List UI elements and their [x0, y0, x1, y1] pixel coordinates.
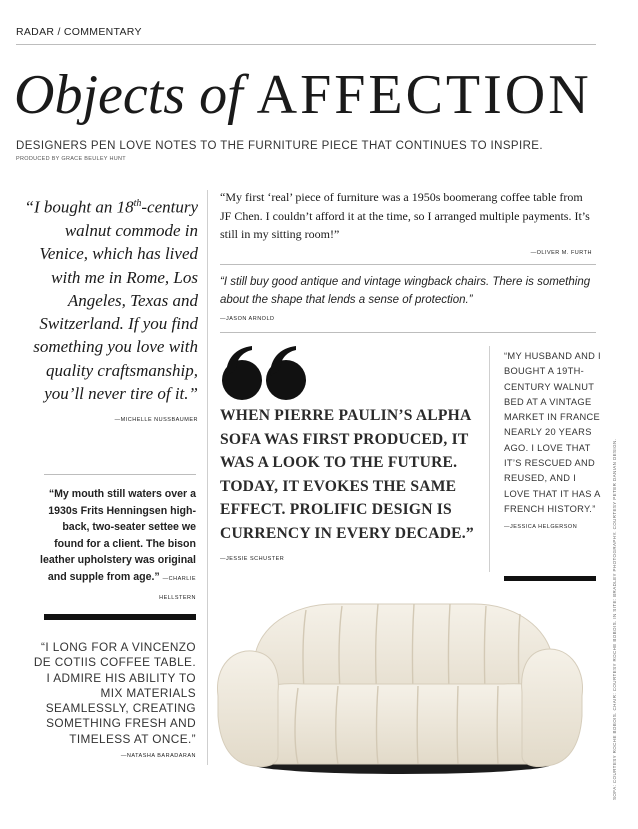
- title-caps: AFFECTION: [256, 64, 592, 126]
- quote-text: “I still buy good antique and vintage wingback chairs. There is something about the shape that lends a sense of protection.”: [220, 276, 591, 306]
- divider-bar: [504, 576, 596, 581]
- quote-arnold: [220, 274, 592, 329]
- open-quote-icon: [222, 342, 314, 402]
- quote-text: “My mouth still waters over a 1930s Frits Henningsen high-back, two-seater settee we found for a client. The bison leather upholstery was original and supple from age.”: [40, 488, 197, 583]
- header-rule: [16, 44, 596, 45]
- quote-text-cont: -century walnut commode in Venice, which has lived with me in Rome, Los Angeles, Texas and Switzerland. If you find something you love with quality craftsmanship, you’ll never tire of it.”: [33, 197, 198, 404]
- page-title: [14, 62, 592, 128]
- quote-author: —OLIVER M. FURTH: [530, 249, 592, 256]
- quote-text: “I bought an: [24, 197, 117, 217]
- subtitle: DESIGNERS PEN LOVE NOTES TO THE FURNITURE PIECE THAT CONTINUES TO INSPIRE.: [16, 140, 543, 152]
- divider: [220, 332, 596, 333]
- quote-text: WHEN PIERRE PAULIN’S ALPHA SOFA WAS FIRST PRODUCED, IT WAS A LOOK TO THE FUTURE. TODAY, IT EVOKES THE SAME EFFECT. PROLIFIC DESIGN IS CURRENCY IN EVERY DECADE.”: [220, 407, 474, 542]
- pull-quote-schuster: [220, 404, 482, 572]
- sofa-illustration: [214, 596, 586, 778]
- quote-author: —CHARLIE HELLSTERN: [159, 575, 196, 601]
- quote-text: “I LONG FOR A VINCENZO DE COTIIS COFFEE TABLE. I ADMIRE HIS ABILITY TO MIX MATERIALS SEAMLESSLY, CREATING SOMETHING FRESH AND TIMELESS AT ONCE.”: [33, 640, 196, 746]
- quote-nussbaumer: [24, 192, 198, 433]
- quote-furth: [220, 188, 592, 262]
- divider: [44, 474, 196, 475]
- quote-author: —JESSICA HELGERSON: [504, 524, 578, 531]
- quote-author: —NATASHA BARADARAN: [120, 753, 196, 760]
- quote-author: —JASON ARNOLD: [220, 316, 275, 322]
- quote-author: —MICHELLE NUSSBAUMER: [114, 417, 198, 424]
- quote-text: “MY HUSBAND AND I BOUGHT A 19TH-CENTURY WALNUT BED AT A VINTAGE MARKET IN FRANCE NEARLY 20 YEARS AGO. I LOVE THAT IT’S RESCUED AND REUSED, AND I LOVE THAT IT HAS A FRENCH HISTORY.”: [504, 351, 601, 514]
- title-italic: Objects of: [14, 64, 243, 126]
- photo-credit: SOFA: COURTESY ROCHE BOBOIS. CHAIR: COURTESY ROCHE BOBOIS. IN SITE: BRADLEY PHOTOGRAPHY. COURTESY PETER DANIAN DESIGN.: [612, 438, 617, 800]
- column-separator: [207, 190, 208, 765]
- quote-ordinal: 18: [116, 197, 134, 217]
- section-label: RADAR / COMMENTARY: [16, 26, 142, 38]
- producer-credit: PRODUCED BY GRACE BEULEY HUNT: [16, 156, 126, 162]
- divider: [220, 264, 596, 265]
- quote-text: “My first ‘real’ piece of furniture was a 1950s boomerang coffee table from JF Chen. I couldn’t afford it at the time, so I arranged multiple payments. It’s still in my sitting room!”: [220, 190, 590, 241]
- column-separator: [489, 346, 490, 572]
- divider-bar: [44, 614, 196, 620]
- ordinal-suffix: th: [133, 198, 142, 209]
- quote-author: —JESSIE SCHUSTER: [220, 556, 285, 562]
- quote-baradaran: [30, 640, 196, 764]
- quote-hellstern: [40, 486, 196, 606]
- quote-helgerson: [504, 349, 604, 536]
